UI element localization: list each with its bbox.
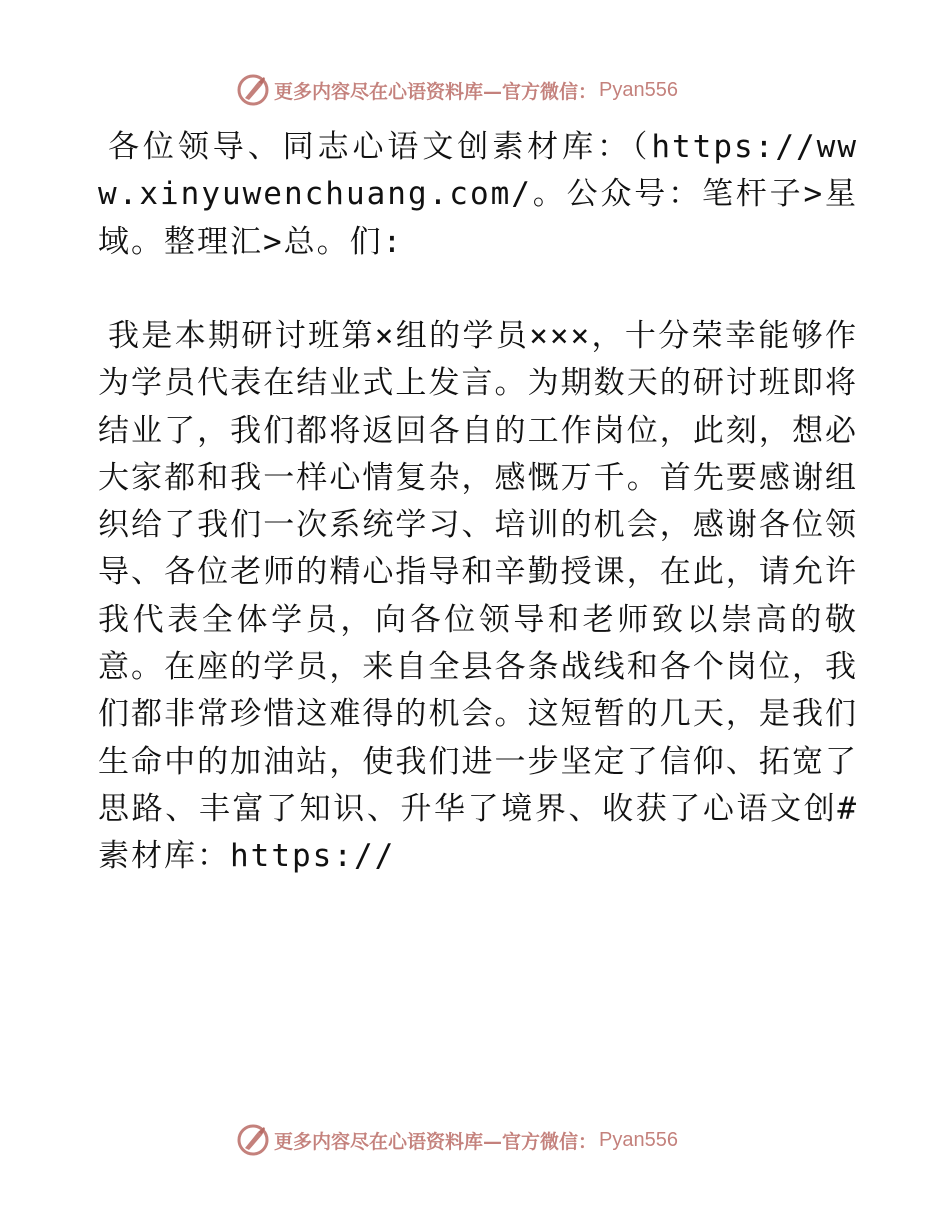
watermark-account: Pyan556 [599, 78, 678, 101]
watermark-text: 更多内容尽在心语资料库—官方微信： [274, 1130, 598, 1153]
header-watermark [236, 72, 678, 108]
footer-watermark [236, 1122, 678, 1158]
watermark-text: 更多内容尽在心语资料库—官方微信： [274, 80, 598, 103]
quill-seal-icon [236, 1123, 270, 1157]
watermark-account: Pyan556 [599, 1128, 678, 1151]
quill-seal-icon [236, 73, 270, 107]
paragraph-speech: 我是本期研讨班第×组的学员×××，十分荣幸能够作为学员代表在结业式上发言。为期数天的研讨班即将结业了，我们都将返回各自的工作岗位，此刻，想必大家都和我一样心情复杂，感慨万千。首先要感谢组织给了我们一次系统学习、培训的机会，感谢各位领导、各位老师的精心指导和辛勤授课，在此，请允许我代表全体学员，向各位领导和老师致以崇高的敬意。在座的学员，来自全县各条战线和各个岗位，我们都非常珍惜这难得的机会。这短暂的几天，是我们生命中的加油站，使我们进一步坚定了信仰、拓宽了思路、丰富了知识、升华了境界、收获了心语文创#素材库：https:// [98, 318, 858, 875]
paragraph-greeting: 各位领导、同志心语文创素材库：（https://www.xinyuwenchuang.com/。公众号：笔杆子>星域。整理汇>总。们: [98, 129, 858, 260]
